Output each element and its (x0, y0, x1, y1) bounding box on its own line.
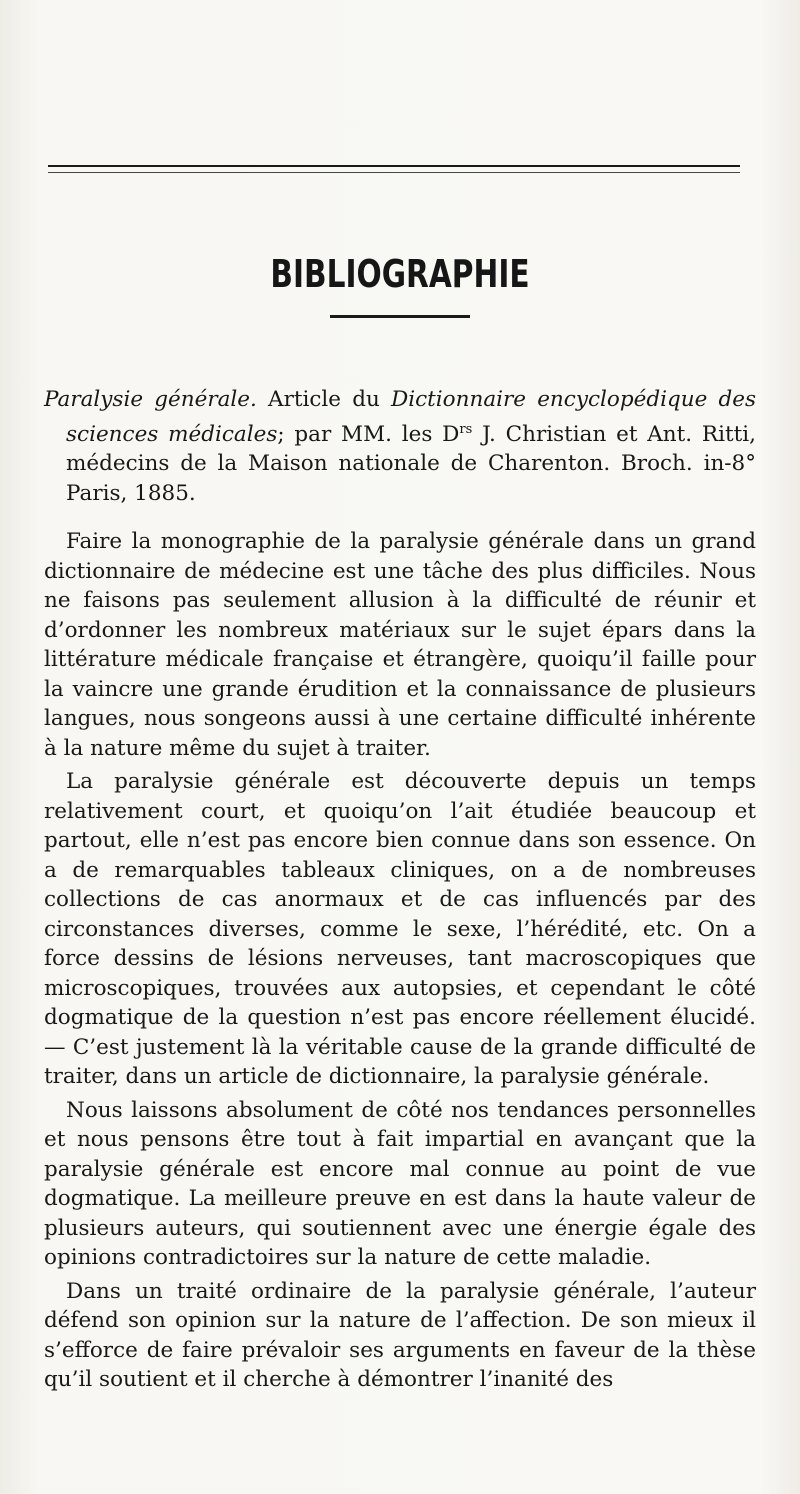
title-underline (330, 315, 470, 318)
section-title: BIBLIOGRAPHIE (270, 252, 530, 296)
header-rule (48, 165, 740, 167)
reference-text-3: J. Christian et Ant. Ritti, médecins de la Maison nationale de Charenton. Broch. in-8° Paris, 1885. (66, 421, 756, 506)
paragraph-3: Nous laissons absolument de côté nos tendances personnelles et nous pensons être tout à fait impartial en avançant que la paralysie générale est encore mal connue au point de vue dogmatique. La meilleure preuve en est dans la haute valeur de plusieurs auteurs, qui soutiennent avec une énergie égale des opinions contradictoires sur la nature de cette maladie. (44, 1097, 756, 1270)
reference-text-1: Article du (256, 387, 392, 412)
paragraph-1: Faire la monographie de la paralysie générale dans un grand dictionnaire de médecine est une tâche des plus difficiles. Nous ne faisons pas seulement allusion à la difficulté de réunir et d’ordonner les nombreux matériaux sur le sujet épars dans la littérature médicale française et étrangère, quoiqu’il faille pour la vaincre une grande érudition et la connaissance de plusieurs langues, nous songeons aussi à une certaine difficulté inhérente à la nature même du sujet à traiter. (44, 529, 756, 761)
paragraph-4: Dans un traité ordinaire de la paralysie générale, l’auteur défend son opinion sur la nature de l’affection. De son mieux il s’efforce de faire prévaloir ses arguments en faveur de la thèse qu’il soutient et il cherche à démontrer l’inanité des (44, 1278, 756, 1392)
reference-entry (44, 385, 756, 508)
reference-superscript: rs (459, 421, 473, 437)
reference-topic: Paralysie générale. (44, 387, 257, 412)
paragraph-2: La paralysie générale est découverte depuis un temps relativement court, et quoiqu’on l’ait étudiée beaucoup et partout, elle n’est pas encore bien connue dans son essence. On a de remarquables tableaux cliniques, on a de nombreuses collections de cas anormaux et de cas influencés par des circonstances diverses, comme le sexe, l’hérédité, etc. On a force dessins de lésions nerveuses, tant macroscopiques que microscopiques, trouvées aux autopsies, et cependant le côté dogmatique de la question n’est pas encore réellement élucidé. — C’est justement là la véritable cause de la grande difficulté de traiter, dans un article de dictionnaire, la paralysie générale. (44, 769, 756, 1089)
bibliographic-reference (44, 385, 756, 508)
header-rule-thin (48, 172, 740, 173)
article-body (44, 527, 756, 1399)
reference-dictionary: Dictionnaire encyclopédique des sciences médicales (66, 387, 757, 447)
reference-text-2: ; par MM. les D (277, 421, 460, 447)
